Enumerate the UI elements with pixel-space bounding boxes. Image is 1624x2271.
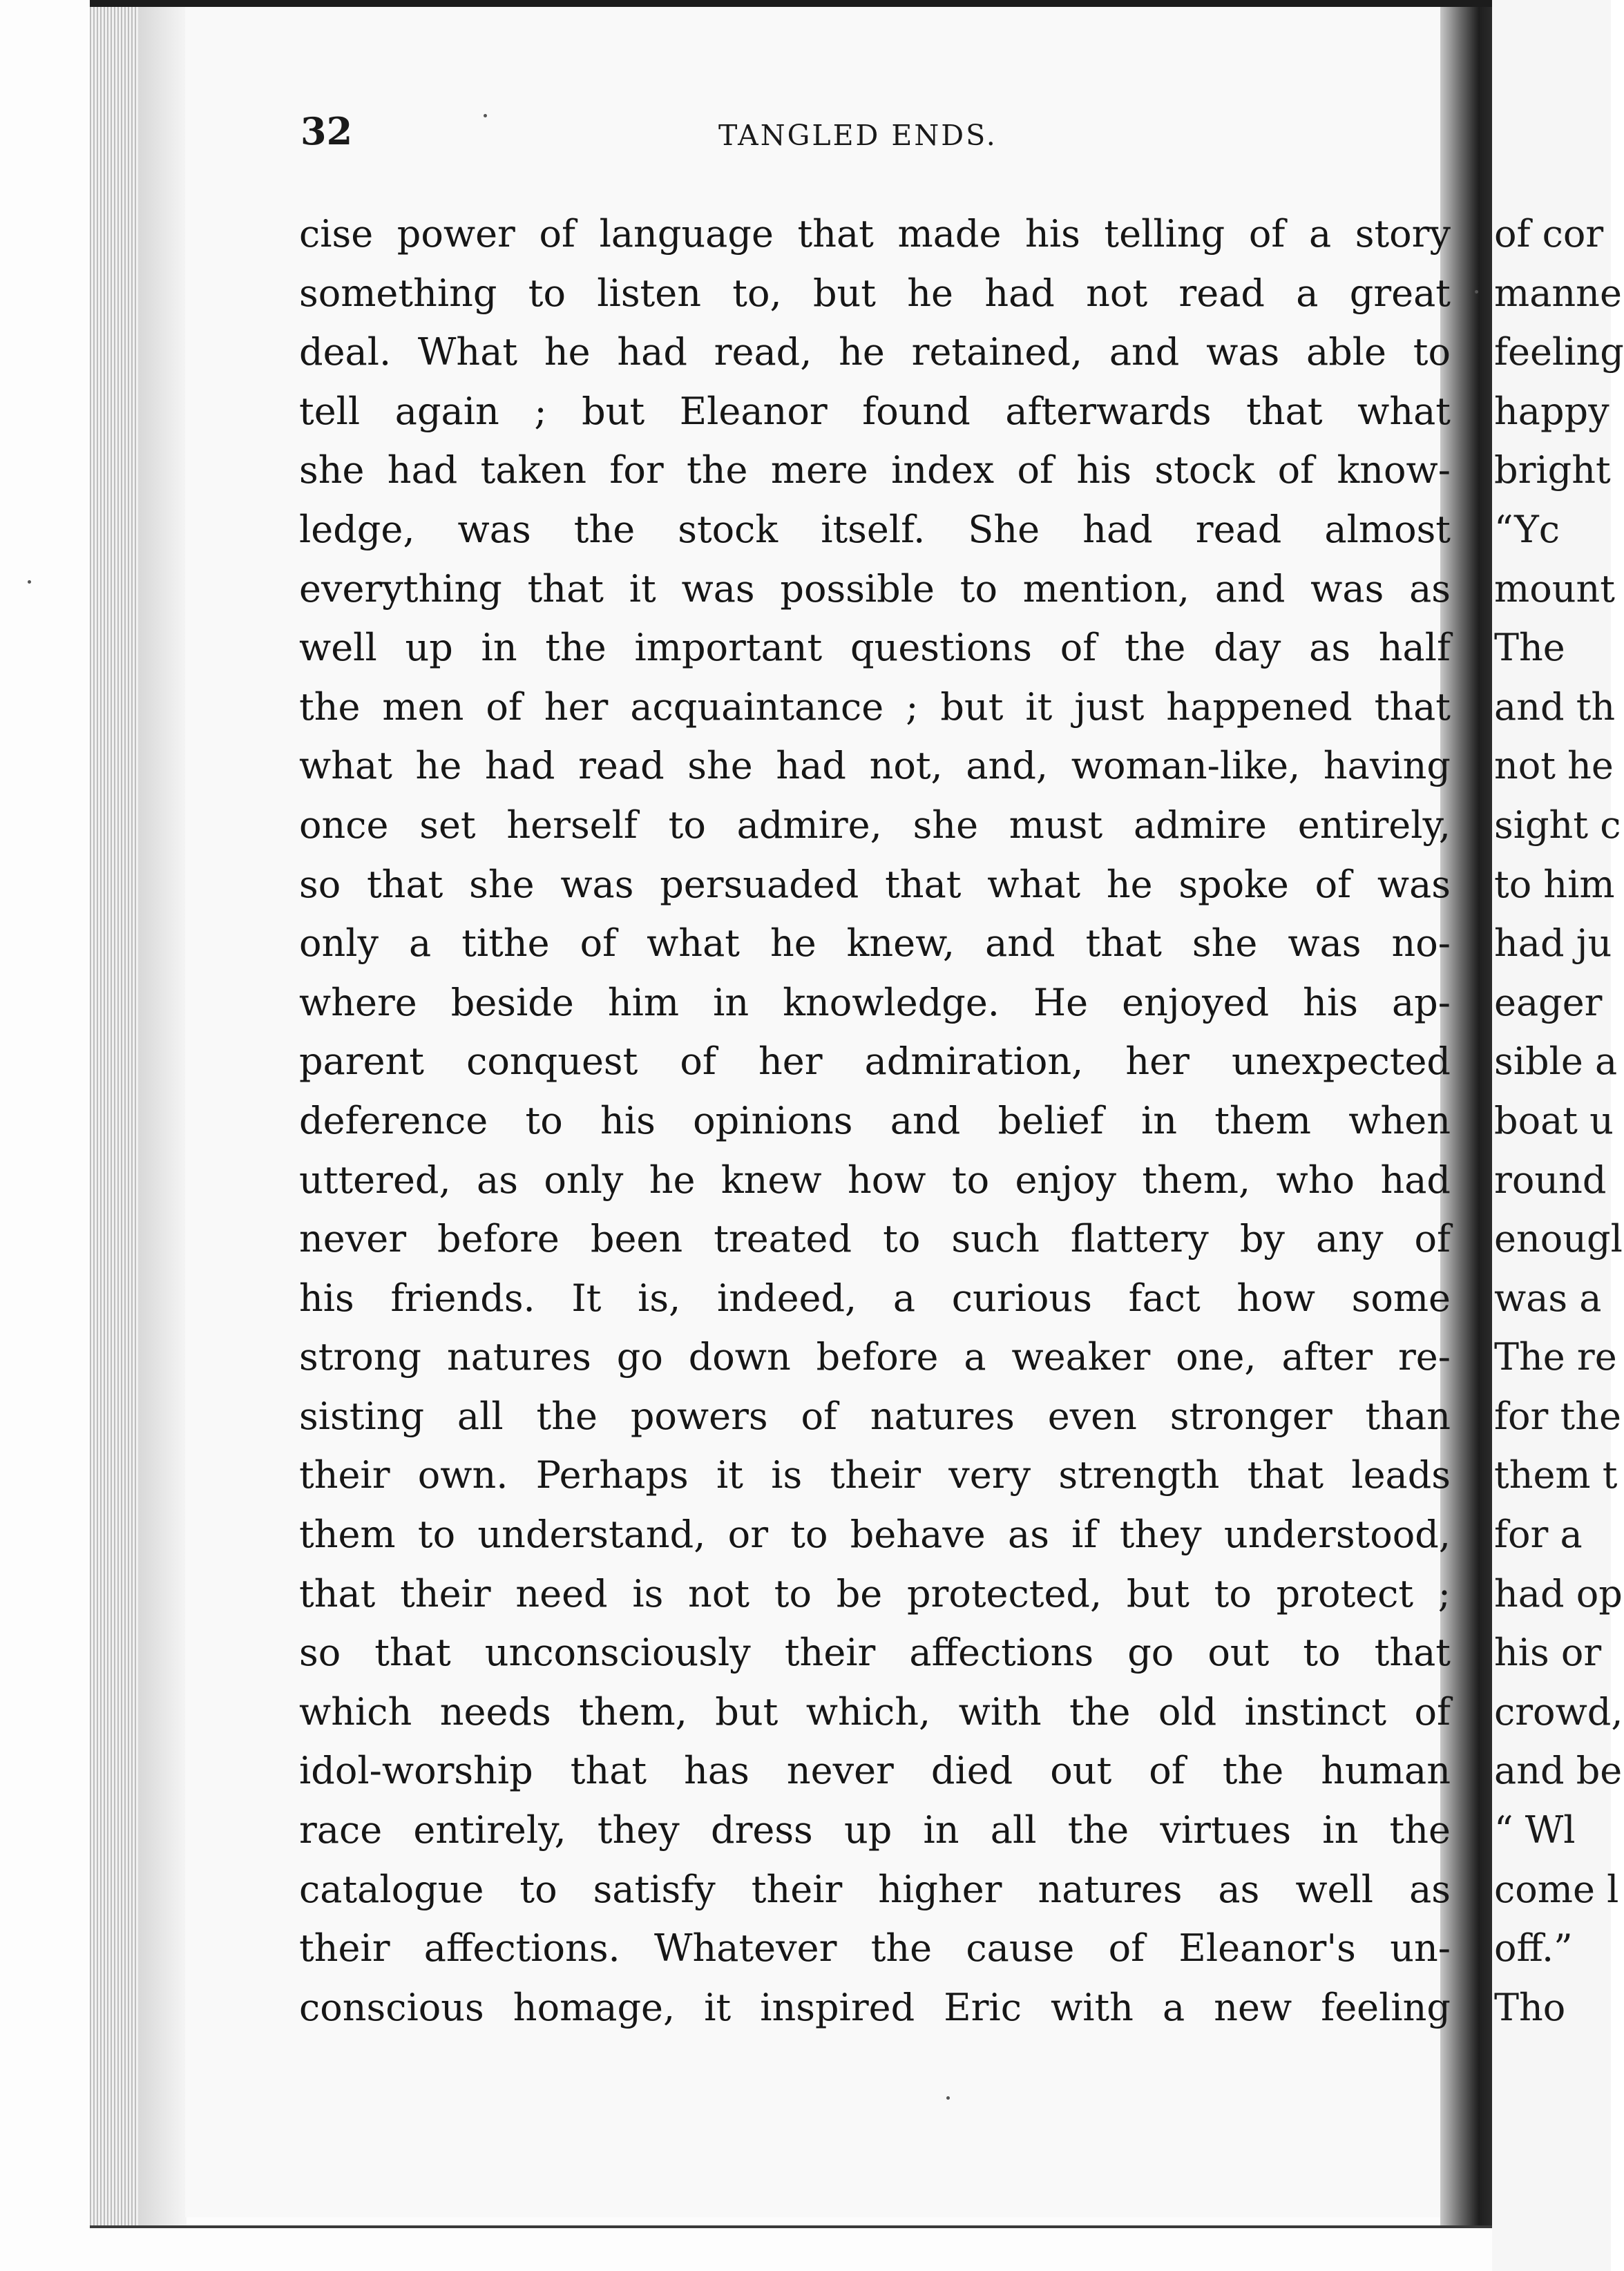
facing-text-line: mount [1494, 566, 1615, 611]
text-line: what he had read she had not, and, woman-like, having [299, 744, 1451, 788]
facing-text-line: sight c [1494, 803, 1621, 847]
text-line: which needs them, but which, with the old instinct of [299, 1689, 1451, 1734]
body-text [299, 204, 1451, 2037]
facing-text-line: The re [1494, 1335, 1617, 1379]
text-line: idol-worship that has never died out of the human [299, 1749, 1451, 1793]
ink-speck [1475, 290, 1478, 294]
text-line: their own. Perhaps it is their very strength that leads [299, 1453, 1451, 1497]
facing-text-line: had ju [1494, 921, 1612, 966]
text-line: only a tithe of what he knew, and that she was no- [299, 921, 1451, 966]
text-line: tell again ; but Eleanor found afterwards that what [299, 389, 1451, 433]
left-page-edges [90, 7, 138, 2227]
text-line: strong natures go down before a weaker one, after re- [299, 1335, 1451, 1379]
facing-text-line: to him [1494, 862, 1615, 906]
bottom-edge-shadow [90, 2225, 1492, 2228]
facing-text-line: feeling [1494, 330, 1624, 374]
left-margin-shade [138, 7, 187, 2227]
facing-text-line: bright [1494, 448, 1611, 492]
text-line: race entirely, they dress up in all the virtues in the [299, 1808, 1451, 1852]
text-line: deal. What he had read, he retained, and was able to [299, 330, 1451, 374]
text-line: that their need is not to be protected, but to protect ; [299, 1571, 1451, 1616]
facing-text-line: “ Wl [1494, 1808, 1576, 1852]
text-line: where beside him in knowledge. He enjoyed his ap- [299, 980, 1451, 1024]
text-line: well up in the important questions of the day as half [299, 626, 1451, 670]
facing-text-line: of cor [1494, 212, 1604, 256]
text-line: so that unconsciously their affections go out to that [299, 1631, 1451, 1675]
text-line: their affections. Whatever the cause of Eleanor's un- [299, 1926, 1451, 1971]
facing-text-line: “Yc [1494, 507, 1560, 551]
facing-text-line: come l [1494, 1867, 1619, 1911]
text-line: never before been treated to such flattery by any of [299, 1217, 1451, 1261]
text-line: deference to his opinions and belief in them when [299, 1098, 1451, 1142]
text-line: the men of her acquaintance ; but it just happened that [299, 684, 1451, 729]
text-line: them to understand, or to behave as if they understood, [299, 1513, 1451, 1557]
facing-text-line: boat u [1494, 1098, 1614, 1142]
facing-text-line: not he [1494, 744, 1614, 788]
page-header [300, 109, 1440, 164]
facing-text-line: them t [1494, 1453, 1618, 1497]
facing-text-line: happy [1494, 389, 1609, 433]
text-line: parent conquest of her admiration, her unexpected [299, 1039, 1451, 1084]
facing-text-line: crowd, [1494, 1689, 1623, 1734]
facing-text-line: and th [1494, 684, 1616, 729]
text-line: catalogue to satisfy their higher natures as well as [299, 1867, 1451, 1911]
text-line: cise power of language that made his telling of a story [299, 212, 1451, 256]
facing-text-line: had op [1494, 1571, 1623, 1616]
facing-text-line: The [1494, 626, 1565, 670]
facing-page-text [1494, 204, 1624, 2037]
text-line: his friends. It is, indeed, a curious fact how some [299, 1276, 1451, 1320]
facing-text-line: sible a [1494, 1039, 1618, 1084]
text-line: conscious homage, it inspired Eric with a new feeling [299, 1985, 1451, 2029]
facing-text-line: was a [1494, 1276, 1602, 1320]
text-line: something to listen to, but he had not read a great [299, 271, 1451, 315]
ink-speck [28, 580, 31, 584]
facing-text-line: round [1494, 1158, 1607, 1202]
text-line: once set herself to admire, she must admire entirely, [299, 803, 1451, 847]
ink-speck [484, 114, 487, 117]
facing-text-line: enougl [1494, 1217, 1623, 1261]
text-line: everything that it was possible to mention, and was as [299, 566, 1451, 611]
facing-text-line: eager [1494, 980, 1603, 1024]
text-line: so that she was persuaded that what he spoke of was [299, 862, 1451, 906]
ink-speck [946, 2096, 950, 2100]
facing-text-line: his or [1494, 1631, 1602, 1675]
facing-text-line: Tho [1494, 1985, 1566, 2029]
facing-text-line: off.” [1494, 1926, 1573, 1971]
page-number: 32 [300, 109, 353, 153]
facing-text-line: for the [1494, 1394, 1621, 1438]
facing-text-line: and be [1494, 1749, 1623, 1793]
text-line: ledge, was the stock itself. She had read almost [299, 507, 1451, 551]
running-head: TANGLED ENDS. [718, 119, 997, 152]
text-line: she had taken for the mere index of his stock of know- [299, 448, 1451, 492]
facing-text-line: for a [1494, 1513, 1583, 1557]
text-line: uttered, as only he knew how to enjoy them, who had [299, 1158, 1451, 1202]
facing-text-line: manne [1494, 271, 1622, 315]
text-line: sisting all the powers of natures even stronger than [299, 1394, 1451, 1438]
